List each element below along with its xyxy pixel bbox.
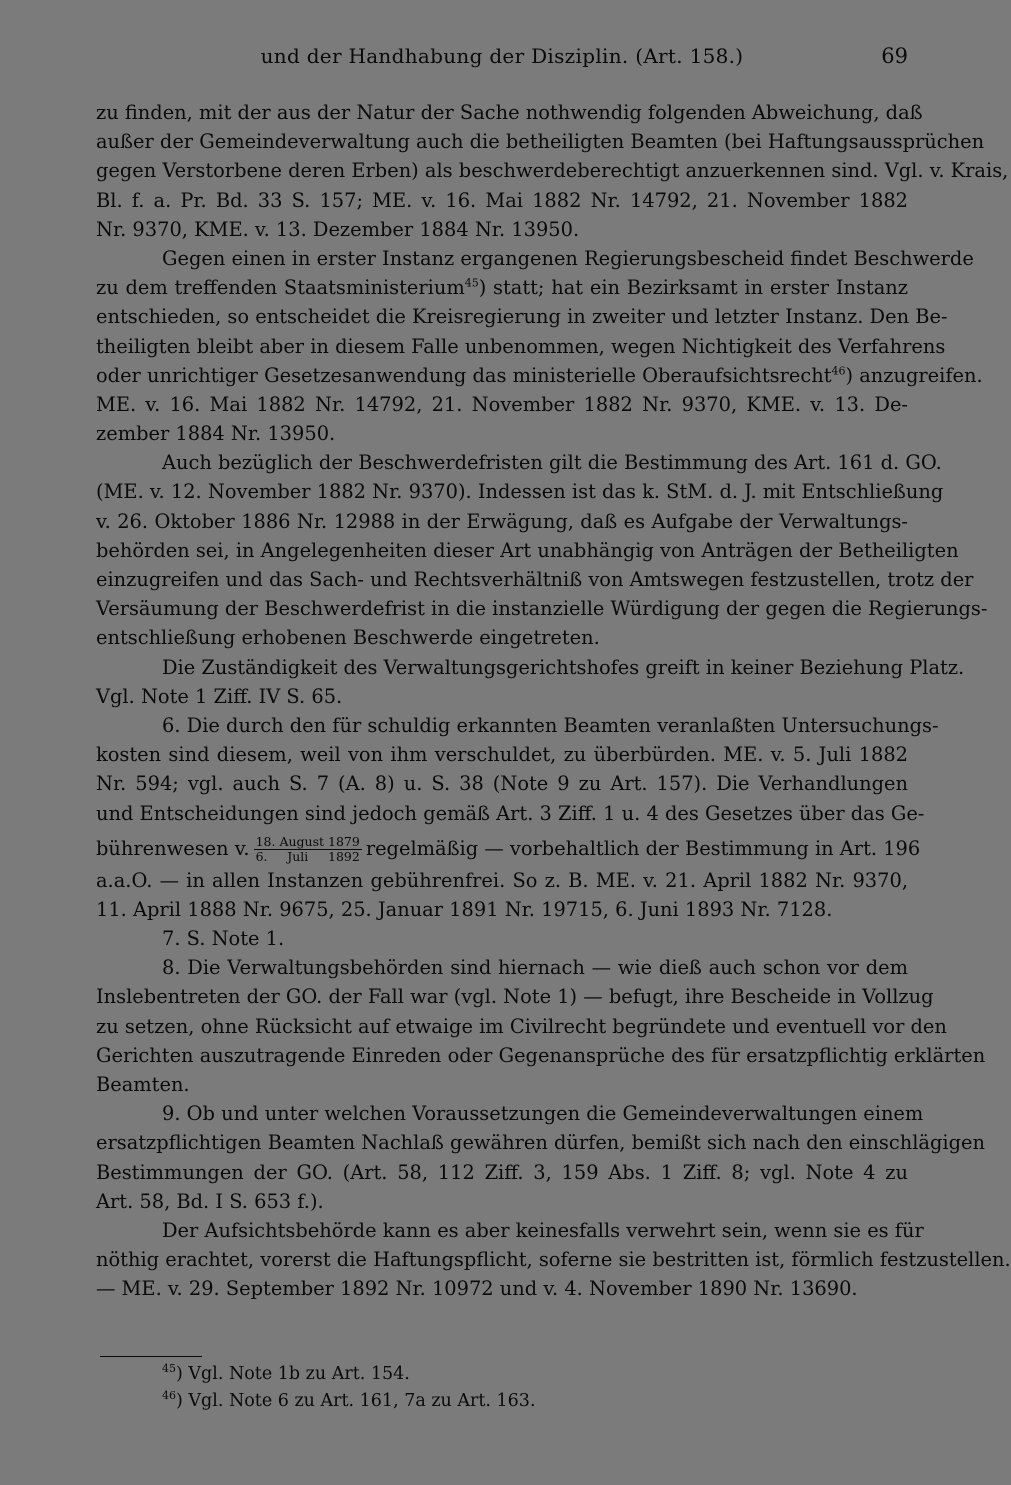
text-line: Bl. f. a. Pr. Bd. 33 S. 157; ME. v. 16. Mai 1882 Nr. 14792, 21. November 1882 bbox=[96, 188, 908, 212]
text-line: Auch bezüglich der Beschwerdefristen gilt die Bestimmung des Art. 161 d. GO. bbox=[162, 451, 942, 475]
text-span: regelmäßig — vorbehaltlich der Bestimmung in Art. 196 bbox=[365, 836, 921, 860]
footnote-text: ) Vgl. Note 6 zu Art. 161, 7a zu Art. 163. bbox=[176, 1391, 536, 1411]
text-line: behörden sei, in Angelegenheiten dieser Art unabhängig von Anträgen der Betheiligten bbox=[96, 538, 959, 562]
footnote-mark: 45 bbox=[162, 1362, 176, 1376]
text-line: v. 26. Oktober 1886 Nr. 12988 in der Erwägung, daß es Aufgabe der Verwaltungs- bbox=[96, 509, 908, 533]
running-title: und der Handhabung der Disziplin. (Art. 158.) bbox=[260, 44, 744, 68]
footnote-ref: 45 bbox=[464, 276, 479, 290]
text-line: zu setzen, ohne Rücksicht auf etwaige im Civilrecht begründete und eventuell vor den bbox=[96, 1014, 947, 1038]
text-line: 7. S. Note 1. bbox=[162, 927, 285, 951]
body-text bbox=[96, 98, 1011, 1304]
text-line-footnote-ref bbox=[96, 273, 908, 302]
text-line-fraction bbox=[96, 828, 921, 866]
text-line: gegen Verstorbene deren Erben) als beschwerdeberechtigt anzuerkennen sind. Vgl. v. Krais, bbox=[96, 159, 1009, 183]
fraction-denominator: 6. Juli 1892 bbox=[255, 849, 360, 865]
text-line: zember 1884 Nr. 13950. bbox=[96, 422, 336, 446]
page-number: 69 bbox=[881, 44, 908, 68]
text-span: zu dem treffenden Staatsministerium bbox=[96, 276, 465, 300]
fraction-numerator: 18. August 1879 bbox=[255, 834, 360, 850]
text-line: 6. Die durch den für schuldig erkannten Beamten veranlaßten Untersuchungs- bbox=[162, 713, 939, 737]
text-line: ersatzpflichtigen Beamten Nachlaß gewähren dürfen, bemißt sich nach den einschlägigen bbox=[96, 1131, 985, 1155]
text-line: ME. v. 16. Mai 1882 Nr. 14792, 21. November 1882 Nr. 9370, KME. v. 13. De- bbox=[96, 392, 908, 416]
text-line: entschließung erhobenen Beschwerde eingetreten. bbox=[96, 626, 600, 650]
footnotes bbox=[162, 1361, 536, 1415]
text-line: nöthig erachtet, vorerst die Haftungspflicht, soferne sie bestritten ist, förmlich festzustellen. bbox=[96, 1248, 1011, 1272]
text-line: Vgl. Note 1 Ziff. IV S. 65. bbox=[96, 684, 343, 708]
text-line: entschieden, so entscheidet die Kreisregierung in zweiter und letzter Instanz. Den Be- bbox=[96, 305, 948, 329]
text-line: außer der Gemeindeverwaltung auch die betheiligten Beamten (bei Haftungsaussprüchen bbox=[96, 130, 985, 154]
text-line: — ME. v. 29. September 1892 Nr. 10972 und v. 4. November 1890 Nr. 13690. bbox=[96, 1277, 858, 1301]
text-line-footnote-ref bbox=[96, 361, 983, 390]
page-header bbox=[96, 44, 908, 76]
footnote-ref: 46 bbox=[831, 364, 846, 378]
text-span: bührenwesen v. bbox=[96, 836, 250, 860]
text-line: Versäumung der Beschwerdefrist in die instanzielle Würdigung der gegen die Regierungs- bbox=[96, 597, 988, 621]
text-line: Die Zuständigkeit des Verwaltungsgerichtshofes greift in keiner Beziehung Platz. bbox=[162, 655, 965, 679]
footnote bbox=[162, 1361, 536, 1388]
text-line: und Entscheidungen sind jedoch gemäß Art. 3 Ziff. 1 u. 4 des Gesetzes über das Ge- bbox=[96, 801, 925, 825]
text-line: kosten sind diesem, weil von ihm verschuldet, zu überbürden. ME. v. 5. Juli 1882 bbox=[96, 743, 908, 767]
text-line: Bestimmungen der GO. (Art. 58, 112 Ziff. 3, 159 Abs. 1 Ziff. 8; vgl. Note 4 zu bbox=[96, 1160, 908, 1184]
text-line: Der Aufsichtsbehörde kann es aber keinesfalls verwehrt sein, wenn sie es für bbox=[162, 1218, 924, 1242]
text-line: Nr. 9370, KME. v. 13. Dezember 1884 Nr. 13950. bbox=[96, 217, 580, 241]
text-span: ) statt; hat ein Bezirksamt in erster Instanz bbox=[478, 276, 908, 300]
text-line: zu finden, mit der aus der Natur der Sache nothwendig folgenden Abweichung, daß bbox=[96, 101, 923, 124]
text-line: (ME. v. 12. November 1882 Nr. 9370). Indessen ist das k. StM. d. J. mit Entschließung bbox=[96, 480, 944, 504]
footnote bbox=[162, 1388, 536, 1415]
text-line: theiligten bleibt aber in diesem Falle unbenommen, wegen Nichtigkeit des Verfahrens bbox=[96, 334, 946, 358]
text-line: Art. 58, Bd. I S. 653 f.). bbox=[96, 1189, 324, 1213]
text-span: ) anzugreifen. bbox=[845, 363, 983, 387]
text-line: Inslebentreten der GO. der Fall war (vgl. Note 1) — befugt, ihre Bescheide in Vollzug bbox=[96, 985, 934, 1009]
text-line: einzugreifen und das Sach- und Rechtsverhältniß von Amtswegen festzustellen, trotz der bbox=[96, 568, 974, 591]
text-line: Gegen einen in erster Instanz ergangenen Regierungsbescheid findet Beschwerde bbox=[162, 246, 974, 270]
text-line: 8. Die Verwaltungsbehörden sind hiernach — wie dieß auch schon vor dem bbox=[162, 956, 908, 980]
text-line: 9. Ob und unter welchen Voraussetzungen die Gemeindeverwaltungen einem bbox=[162, 1102, 924, 1126]
date-fraction bbox=[254, 835, 362, 864]
footnote-mark: 46 bbox=[162, 1389, 176, 1403]
text-line: Gerichten auszutragende Einreden oder Gegenansprüche des für ersatzpflichtig erklärten bbox=[96, 1043, 986, 1067]
footnote-divider bbox=[100, 1356, 202, 1357]
text-span: oder unrichtiger Gesetzesanwendung das ministerielle Oberaufsichtsrecht bbox=[96, 363, 832, 387]
text-line: Nr. 594; vgl. auch S. 7 (A. 8) u. S. 38 (Note 9 zu Art. 157). Die Verhandlungen bbox=[96, 772, 908, 796]
text-line: Beamten. bbox=[96, 1073, 190, 1096]
text-line: 11. April 1888 Nr. 9675, 25. Januar 1891 Nr. 19715, 6. Juni 1893 Nr. 7128. bbox=[96, 897, 833, 921]
footnote-text: ) Vgl. Note 1b zu Art. 154. bbox=[176, 1364, 410, 1384]
text-line: a.a.O. — in allen Instanzen gebührenfrei. So z. B. ME. v. 21. April 1882 Nr. 9370, bbox=[96, 868, 908, 892]
